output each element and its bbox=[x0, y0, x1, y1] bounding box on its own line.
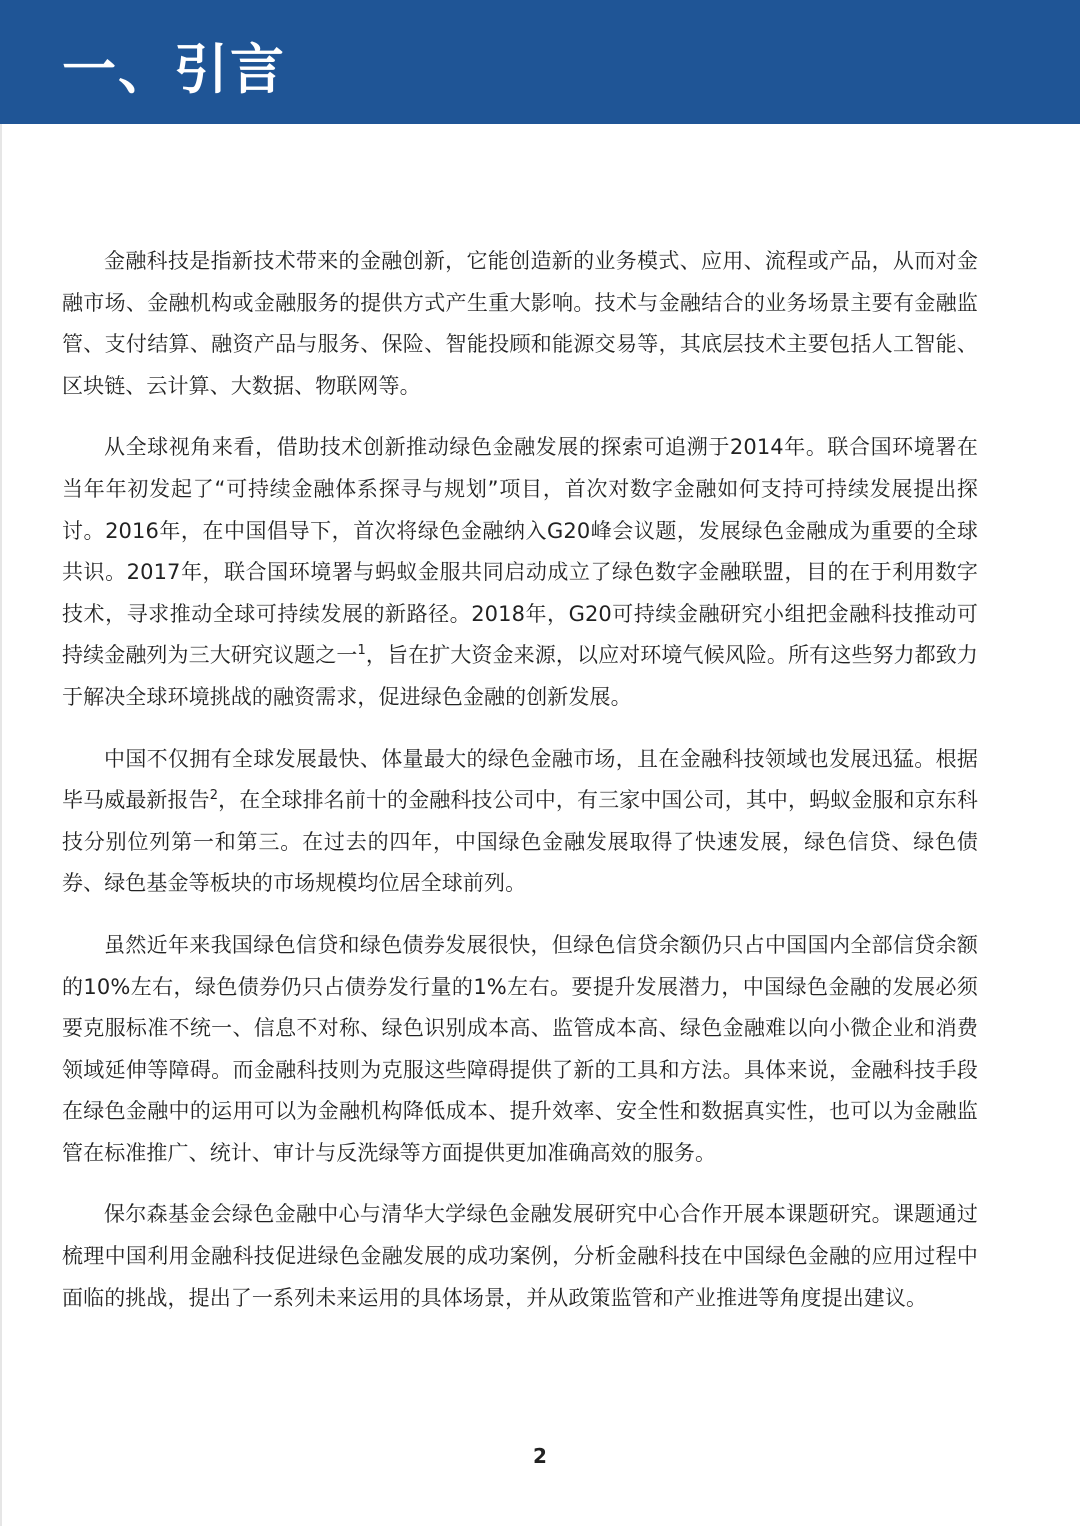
header-band bbox=[0, 0, 1080, 124]
paragraph-4-text: 虽然近年来我国绿色信贷和绿色债券发展很快，但绿色信贷余额仍只占中国国内全部信贷余额的10%左右，绿色债券仍只占债券发行量的1%左右。要提升发展潜力，中国绿色金融的发展必须要克服标准不统一、信息不对称、绿色识别成本高、监管成本高、绿色金融难以向小微企业和消费领域延伸等障碍。而金融科技则为克服这些障碍提供了新的工具和方法。具体来说，金融科技手段在绿色金融中的运用可以为金融机构降低成本、提升效率、安全性和数据真实性，也可以为金融监管在标准推广、统计、审计与反洗绿等方面提供更加准确高效的服务。 bbox=[62, 932, 978, 1165]
page-number: 2 bbox=[533, 1444, 547, 1468]
footnote-ref-2[interactable]: 2 bbox=[209, 788, 219, 804]
footnote-ref-1[interactable]: 1 bbox=[357, 643, 366, 659]
paragraph-1-text: 金融科技是指新技术带来的金融创新，它能创造新的业务模式、应用、流程或产品，从而对金融市场、金融机构或金融服务的提供方式产生重大影响。技术与金融结合的业务场景主要有金融监管、支付结算、融资产品与服务、保险、智能投顾和能源交易等，其底层技术主要包括人工智能、区块链、云计算、大数据、物联网等。 bbox=[62, 249, 978, 398]
paragraph-2-text-a: 从全球视角来看，借助技术创新推动绿色金融发展的探索可追溯于2014年。联合国环境署在当年年初发起了“可持续金融体系探寻与规划”项目，首次对数字金融如何支持可持续发展提出探讨。2016年，在中国倡导下，首次将绿色金融纳入G20峰会议题，发展绿色金融成为重要的全球共识。2017年，联合国环境署与蚂蚁金服共同启动成立了绿色数字金融联盟，目的在于利用数字技术，寻求推动全球可持续发展的新路径。2018年，G20可持续金融研究小组把金融科技推动可持续金融列为三大研究议题之一 bbox=[62, 435, 978, 668]
paragraph-3-text-a: 中国不仅拥有全球发展最快、体量最大的绿色金融市场，且在金融科技领域也发展迅猛。根据毕马威最新报告 bbox=[62, 746, 978, 813]
paragraph-4 bbox=[62, 925, 978, 1175]
section-title: 一、引言 bbox=[62, 37, 286, 101]
paragraph-2 bbox=[62, 427, 978, 718]
page-edge-rule bbox=[0, 124, 2, 1526]
body-text bbox=[62, 241, 978, 1339]
paragraph-3 bbox=[62, 739, 978, 905]
paragraph-3-text-b: ，在全球排名前十的金融科技公司中，有三家中国公司，其中，蚂蚁金服和京东科技分别位列第一和第三。在过去的四年，中国绿色金融发展取得了快速发展，绿色信贷、绿色债券、绿色基金等板块的市场规模均位居全球前列。 bbox=[62, 788, 978, 896]
paragraph-2-text-b: ，旨在扩大资金来源，以应对环境气候风险。所有这些努力都致力于解决全球环境挑战的融资需求，促进绿色金融的创新发展。 bbox=[62, 643, 978, 709]
paragraph-5-text: 保尔森基金会绿色金融中心与清华大学绿色金融发展研究中心合作开展本课题研究。课题通过梳理中国利用金融科技促进绿色金融发展的成功案例，分析金融科技在中国绿色金融的应用过程中面临的挑战，提出了一系列未来运用的具体场景，并从政策监管和产业推进等角度提出建议。 bbox=[62, 1202, 978, 1310]
paragraph-5 bbox=[62, 1194, 978, 1319]
paragraph-1 bbox=[62, 241, 978, 407]
